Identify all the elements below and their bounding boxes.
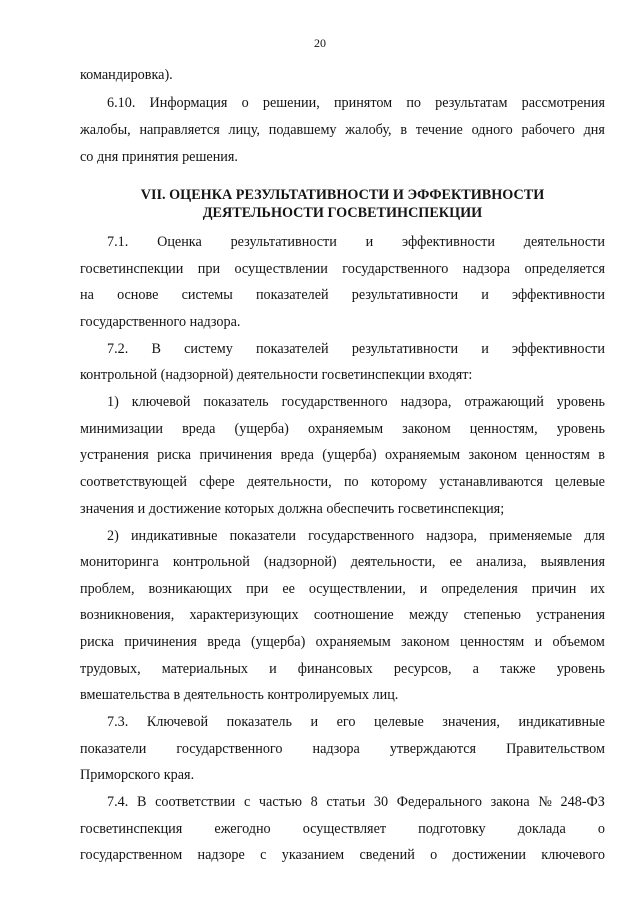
word: значения, <box>442 714 500 730</box>
word: соответствии <box>155 794 236 810</box>
text-line <box>107 393 605 411</box>
word: для <box>584 528 605 544</box>
word: показатели <box>80 741 147 757</box>
word: осуществлении, <box>308 581 406 597</box>
text-line <box>80 633 605 651</box>
text-line <box>107 340 605 358</box>
word: доклада <box>517 821 566 837</box>
word: их <box>590 581 605 597</box>
word: трудовых, <box>80 661 141 677</box>
word: ресурсов, <box>393 661 452 677</box>
text-line <box>107 527 605 545</box>
word: при <box>197 261 221 277</box>
word: минимизации <box>80 421 164 437</box>
text-line <box>80 820 605 838</box>
word: и <box>481 287 489 303</box>
word: деятельности, <box>246 474 332 490</box>
word: принятом <box>333 95 393 111</box>
word: индикативные <box>130 528 218 544</box>
word: охраняемым <box>307 421 384 437</box>
word: о <box>597 821 605 837</box>
word: ценностям <box>525 447 590 463</box>
word: а <box>472 661 479 677</box>
word: государственного <box>281 394 388 410</box>
word: деятельности <box>523 234 605 250</box>
text-line <box>80 580 605 598</box>
word: одного <box>471 122 513 138</box>
text-line <box>80 420 605 438</box>
word: и <box>534 634 543 650</box>
word: надзоре <box>197 847 245 863</box>
word: указанием <box>281 847 345 863</box>
word: 8 <box>310 794 318 810</box>
text-line: вмешательства в деятельность контролируемых лиц. <box>80 687 399 703</box>
word: сфере <box>199 474 235 490</box>
word: 30 <box>373 794 389 810</box>
word: государственного <box>176 741 283 757</box>
word: риска <box>157 447 192 463</box>
word: госветинспекция <box>80 821 183 837</box>
word: (ущерба) <box>322 447 377 463</box>
word: 2) <box>107 528 119 544</box>
word: ключевой <box>131 394 191 410</box>
text-line <box>80 660 605 678</box>
word: охраняемым <box>315 634 391 650</box>
word: 7.1. <box>107 234 129 250</box>
word: показатели <box>229 528 296 544</box>
word: между <box>408 607 449 623</box>
word: результативности <box>351 341 459 357</box>
word: эффективности <box>402 234 495 250</box>
word: рассмотрения <box>521 95 605 111</box>
word: и <box>419 581 428 597</box>
word: финансовых <box>297 661 373 677</box>
word: материальных <box>161 661 248 677</box>
word: о <box>241 95 249 111</box>
text-line <box>107 94 605 112</box>
word: решении, <box>262 95 320 111</box>
word: эффективности <box>512 341 605 357</box>
word: устранения <box>536 607 605 623</box>
text-line <box>80 121 605 139</box>
word: результативности <box>351 287 459 303</box>
word: осуществлении <box>234 261 328 277</box>
word: показателей <box>255 287 329 303</box>
word: соответствующей <box>80 474 188 490</box>
word: течение <box>415 122 463 138</box>
section-heading-line-1: VII. ОЦЕНКА РЕЗУЛЬТАТИВНОСТИ И ЭФФЕКТИВНОСТИ <box>140 187 545 203</box>
text-line <box>80 286 605 304</box>
word: вреда <box>280 447 314 463</box>
text-line <box>80 740 605 758</box>
word: мониторинга <box>80 554 159 570</box>
word: надзора, <box>400 394 452 410</box>
word: жалобу, <box>345 122 392 138</box>
word: устранения <box>80 447 149 463</box>
text-line: Приморского края. <box>80 767 195 783</box>
word: № <box>538 794 552 810</box>
word: объемом <box>552 634 605 650</box>
word: причинения <box>199 447 273 463</box>
word: Ключевой <box>146 714 209 730</box>
word: статьи <box>326 794 366 810</box>
word: государственного <box>308 528 415 544</box>
word: в <box>598 447 605 463</box>
word: сведений <box>359 847 415 863</box>
word: возникновения, <box>80 607 175 623</box>
word: закона <box>490 794 530 810</box>
word: отражающий <box>464 394 544 410</box>
word: также <box>500 661 536 677</box>
word: деятельности, <box>350 554 436 570</box>
word: уровень <box>556 421 605 437</box>
word: вреда <box>207 634 241 650</box>
word: основе <box>117 287 159 303</box>
word: по <box>343 474 359 490</box>
text-line <box>80 606 605 624</box>
word: ее <box>449 554 463 570</box>
word: уровень <box>556 394 605 410</box>
word: жалобы, <box>80 122 131 138</box>
word: ежегодно <box>214 821 271 837</box>
word: устанавливаются <box>439 474 543 490</box>
word: (надзорной) <box>263 554 337 570</box>
word: применяемые <box>489 528 572 544</box>
word: законом <box>468 447 518 463</box>
word: законом <box>402 421 451 437</box>
word: контрольной <box>172 554 250 570</box>
word: показатель <box>203 394 269 410</box>
word: его <box>336 714 356 730</box>
word: характеризующих <box>189 607 299 623</box>
word: (ущерба) <box>234 421 289 437</box>
word: осуществляет <box>302 821 387 837</box>
word: степенью <box>463 607 521 623</box>
word: ее <box>282 581 295 597</box>
text-line <box>107 233 605 251</box>
word: вреда <box>182 421 216 437</box>
word: утверждаются <box>389 741 477 757</box>
word: о <box>430 847 438 863</box>
word: ценностям <box>459 634 525 650</box>
text-line <box>80 446 605 464</box>
word: с <box>243 794 251 810</box>
word: системы <box>181 287 233 303</box>
word: риска <box>80 634 114 650</box>
word: законом <box>401 634 450 650</box>
word: Правительством <box>506 741 605 757</box>
word: результатам <box>435 95 508 111</box>
text-line: значения и достижение которых должна обеспечить госветинспекция; <box>80 501 505 517</box>
page-number: 20 <box>314 36 326 50</box>
word: уровень <box>556 661 605 677</box>
word: надзора <box>312 741 360 757</box>
word: дня <box>583 122 605 138</box>
word: и <box>481 341 489 357</box>
text-line: командировка). <box>80 67 173 83</box>
word: эффективности <box>512 287 605 303</box>
word: достижении <box>452 847 526 863</box>
word: ценностям, <box>469 421 538 437</box>
word: государственного <box>342 261 449 277</box>
word: надзора, <box>426 528 478 544</box>
word: причинения <box>124 634 197 650</box>
word: надзора <box>462 261 511 277</box>
word: 248-ФЗ <box>560 794 605 810</box>
word: анализа, <box>476 554 527 570</box>
word: (ущерба) <box>250 634 306 650</box>
word: 1) <box>107 394 119 410</box>
word: охраняемым <box>385 447 461 463</box>
word: по <box>406 95 421 111</box>
section-heading-line-2: ДЕЯТЕЛЬНОСТИ ГОСВЕТИНСПЕКЦИИ <box>202 205 483 221</box>
word: рабочего <box>521 122 575 138</box>
word: результативности <box>230 234 337 250</box>
word: и <box>365 234 374 250</box>
word: государственном <box>80 847 183 863</box>
word: выявления <box>540 554 605 570</box>
text-line: контрольной (надзорной) деятельности госветинспекции входят: <box>80 367 473 383</box>
text-line <box>80 473 605 491</box>
word: Федерального <box>396 794 482 810</box>
word: индикативные <box>518 714 605 730</box>
word: В <box>136 794 147 810</box>
word: показатель <box>226 714 292 730</box>
text-line: государственного надзора. <box>80 314 241 330</box>
word: показателей <box>255 341 329 357</box>
word: и <box>269 661 277 677</box>
word: В <box>151 341 161 357</box>
word: подавшему <box>268 122 337 138</box>
word: соотношение <box>313 607 394 623</box>
word: в <box>400 122 408 138</box>
word: целевые <box>373 714 424 730</box>
word: проблем, <box>80 581 135 597</box>
text-line <box>80 260 605 278</box>
word: госветинспекции <box>80 261 184 277</box>
word: 6.10. <box>107 95 136 111</box>
word: с <box>260 847 267 863</box>
text-line <box>107 793 605 811</box>
text-line <box>80 846 605 864</box>
word: Информация <box>149 95 228 111</box>
word: на <box>80 287 94 303</box>
word: возникающих <box>148 581 233 597</box>
word: 7.2. <box>107 341 129 357</box>
word: Оценка <box>157 234 202 250</box>
word: систему <box>184 341 233 357</box>
word: определения <box>441 581 518 597</box>
text-line <box>107 713 605 731</box>
text-line: со дня принятия решения. <box>80 149 238 165</box>
word: определяется <box>524 261 605 277</box>
word: причин <box>531 581 577 597</box>
word: которому <box>370 474 428 490</box>
word: и <box>310 714 319 730</box>
word: лицу, <box>228 122 260 138</box>
word: целевые <box>555 474 605 490</box>
word: ключевого <box>541 847 605 863</box>
word: частью <box>258 794 302 810</box>
word: направляется <box>139 122 220 138</box>
word: 7.3. <box>107 714 129 730</box>
word: при <box>246 581 269 597</box>
word: 7.4. <box>107 794 129 810</box>
text-line <box>80 553 605 571</box>
word: подготовку <box>418 821 486 837</box>
